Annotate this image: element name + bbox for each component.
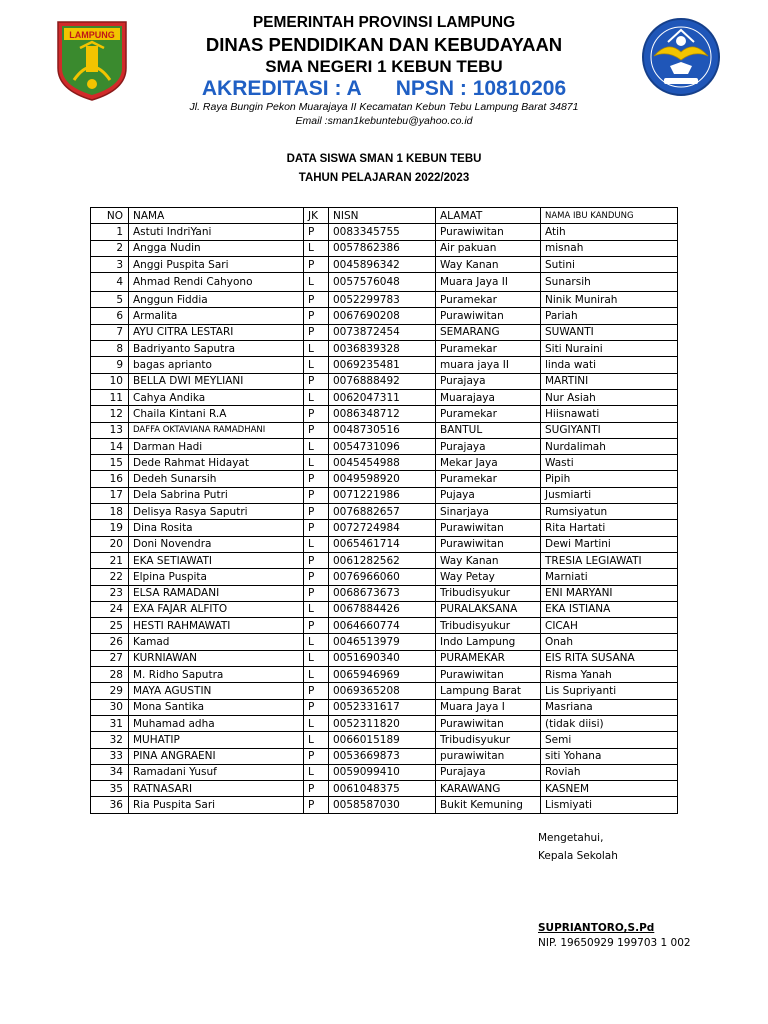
table-row bbox=[91, 357, 678, 373]
cell-jk: P bbox=[304, 748, 329, 764]
cell-nama: Anggun Fiddia bbox=[129, 292, 304, 308]
table-header-row bbox=[91, 208, 678, 224]
cell-nisn: 0045896342 bbox=[329, 256, 436, 272]
cell-alamat: Way Petay bbox=[436, 569, 541, 585]
table-row bbox=[91, 715, 678, 731]
cell-nama-ibu: Sutini bbox=[541, 256, 678, 272]
cell-nisn: 0065946969 bbox=[329, 667, 436, 683]
cell-alamat: Purawiwitan bbox=[436, 715, 541, 731]
signature-acknowledged: Mengetahui, bbox=[538, 832, 604, 844]
cell-no: 15 bbox=[91, 455, 129, 471]
table-row bbox=[91, 781, 678, 797]
cell-jk: L bbox=[304, 389, 329, 405]
cell-nama-ibu: TRESIA LEGIAWATI bbox=[541, 552, 678, 568]
cell-nama-ibu: ENI MARYANI bbox=[541, 585, 678, 601]
cell-nisn: 0071221986 bbox=[329, 487, 436, 503]
school-address: Jl. Raya Bungin Pekon Muarajaya II Kecamatan Kebun Tebu Lampung Barat 34871 bbox=[189, 101, 579, 113]
cell-alamat: KARAWANG bbox=[436, 781, 541, 797]
cell-nisn: 0065461714 bbox=[329, 536, 436, 552]
table-row bbox=[91, 699, 678, 715]
cell-alamat: Tribudisyukur bbox=[436, 585, 541, 601]
cell-nama: Dede Rahmat Hidayat bbox=[129, 455, 304, 471]
cell-alamat: Puramekar bbox=[436, 471, 541, 487]
cell-nama: Ria Puspita Sari bbox=[129, 797, 304, 813]
table-row bbox=[91, 618, 678, 634]
cell-no: 13 bbox=[91, 422, 129, 438]
cell-jk: P bbox=[304, 797, 329, 813]
cell-nama: Elpina Puspita bbox=[129, 569, 304, 585]
table-row bbox=[91, 569, 678, 585]
cell-nisn: 0076882657 bbox=[329, 504, 436, 520]
cell-nama: Kamad bbox=[129, 634, 304, 650]
cell-no: 33 bbox=[91, 748, 129, 764]
cell-nisn: 0048730516 bbox=[329, 422, 436, 438]
cell-alamat: Way Kanan bbox=[436, 552, 541, 568]
cell-nama-ibu: Lis Supriyanti bbox=[541, 683, 678, 699]
table-row bbox=[91, 422, 678, 438]
cell-no: 34 bbox=[91, 764, 129, 780]
cell-nama: Astuti IndriYani bbox=[129, 224, 304, 240]
cell-jk: P bbox=[304, 224, 329, 240]
cell-nama: RATNASARI bbox=[129, 781, 304, 797]
cell-nisn: 0086348712 bbox=[329, 406, 436, 422]
cell-nama: MAYA AGUSTIN bbox=[129, 683, 304, 699]
cell-nama: ELSA RAMADANI bbox=[129, 585, 304, 601]
cell-alamat: muara jaya II bbox=[436, 357, 541, 373]
cell-no: 4 bbox=[91, 273, 129, 292]
cell-nisn: 0061048375 bbox=[329, 781, 436, 797]
cell-alamat: Air pakuan bbox=[436, 240, 541, 256]
cell-jk: P bbox=[304, 683, 329, 699]
header-government: PEMERINTAH PROVINSI LAMPUNG bbox=[252, 14, 516, 31]
cell-nama-ibu: Onah bbox=[541, 634, 678, 650]
cell-nisn: 0076888492 bbox=[329, 373, 436, 389]
cell-nama: Badriyanto Saputra bbox=[129, 341, 304, 357]
accreditation: AKREDITASI : A bbox=[201, 77, 362, 100]
cell-nama: Delisya Rasya Saputri bbox=[129, 504, 304, 520]
table-row bbox=[91, 764, 678, 780]
cell-nisn: 0051690340 bbox=[329, 650, 436, 666]
cell-nama: Dina Rosita bbox=[129, 520, 304, 536]
cell-alamat: Purawiwitan bbox=[436, 520, 541, 536]
cell-alamat: Purawiwitan bbox=[436, 667, 541, 683]
cell-no: 22 bbox=[91, 569, 129, 585]
cell-alamat: Muara Jaya II bbox=[436, 273, 541, 292]
cell-nama: KURNIAWAN bbox=[129, 650, 304, 666]
cell-nisn: 0059099410 bbox=[329, 764, 436, 780]
cell-jk: P bbox=[304, 292, 329, 308]
table-row bbox=[91, 520, 678, 536]
header-no: NO bbox=[91, 208, 129, 224]
cell-nama-ibu: Dewi Martini bbox=[541, 536, 678, 552]
cell-alamat: Tribudisyukur bbox=[436, 618, 541, 634]
cell-nama-ibu: Pipih bbox=[541, 471, 678, 487]
cell-no: 21 bbox=[91, 552, 129, 568]
cell-nama: AYU CITRA LESTARI bbox=[129, 324, 304, 340]
cell-nama-ibu: SUGIYANTI bbox=[541, 422, 678, 438]
cell-jk: P bbox=[304, 585, 329, 601]
cell-jk: L bbox=[304, 732, 329, 748]
cell-jk: P bbox=[304, 373, 329, 389]
cell-nama: Doni Novendra bbox=[129, 536, 304, 552]
cell-alamat: Bukit Kemuning bbox=[436, 797, 541, 813]
cell-no: 7 bbox=[91, 324, 129, 340]
cell-no: 1 bbox=[91, 224, 129, 240]
cell-jk: P bbox=[304, 552, 329, 568]
table-row bbox=[91, 308, 678, 324]
cell-nisn: 0072724984 bbox=[329, 520, 436, 536]
cell-nisn: 0069235481 bbox=[329, 357, 436, 373]
cell-alamat: SEMARANG bbox=[436, 324, 541, 340]
table-row bbox=[91, 341, 678, 357]
table-row bbox=[91, 748, 678, 764]
table-row bbox=[91, 224, 678, 240]
cell-nama-ibu: CICAH bbox=[541, 618, 678, 634]
cell-jk: L bbox=[304, 240, 329, 256]
cell-nama: Chaila Kintani R.A bbox=[129, 406, 304, 422]
cell-nisn: 0052331617 bbox=[329, 699, 436, 715]
header-department: DINAS PENDIDIKAN DAN KEBUDAYAAN bbox=[205, 34, 563, 55]
table-row bbox=[91, 240, 678, 256]
cell-nama-ibu: linda wati bbox=[541, 357, 678, 373]
cell-jk: P bbox=[304, 569, 329, 585]
cell-no: 12 bbox=[91, 406, 129, 422]
cell-alamat: BANTUL bbox=[436, 422, 541, 438]
cell-alamat: Muarajaya bbox=[436, 389, 541, 405]
cell-jk: P bbox=[304, 781, 329, 797]
cell-nama: HESTI RAHMAWATI bbox=[129, 618, 304, 634]
cell-nama: Ahmad Rendi Cahyono bbox=[129, 273, 304, 292]
npsn: NPSN : 10810206 bbox=[395, 77, 567, 100]
cell-nama-ibu: KASNEM bbox=[541, 781, 678, 797]
cell-no: 9 bbox=[91, 357, 129, 373]
cell-nama: EKA SETIAWATI bbox=[129, 552, 304, 568]
cell-nama: MUHATIP bbox=[129, 732, 304, 748]
cell-no: 3 bbox=[91, 256, 129, 272]
cell-alamat: Puramekar bbox=[436, 406, 541, 422]
cell-jk: L bbox=[304, 667, 329, 683]
cell-nama-ibu: (tidak diisi) bbox=[541, 715, 678, 731]
cell-alamat: Tribudisyukur bbox=[436, 732, 541, 748]
table-row bbox=[91, 406, 678, 422]
cell-nama: PINA ANGRAENI bbox=[129, 748, 304, 764]
document-title: DATA SISWA SMAN 1 KEBUN TEBU bbox=[286, 153, 482, 165]
cell-nisn: 0061282562 bbox=[329, 552, 436, 568]
cell-nisn: 0057862386 bbox=[329, 240, 436, 256]
cell-nama-ibu: Pariah bbox=[541, 308, 678, 324]
header-school-name: SMA NEGERI 1 KEBUN TEBU bbox=[265, 57, 503, 76]
cell-no: 25 bbox=[91, 618, 129, 634]
cell-nisn: 0076966060 bbox=[329, 569, 436, 585]
cell-nisn: 0062047311 bbox=[329, 389, 436, 405]
cell-jk: L bbox=[304, 634, 329, 650]
cell-nama-ibu: Jusmiarti bbox=[541, 487, 678, 503]
cell-nama: Armalita bbox=[129, 308, 304, 324]
cell-nama-ibu: Lismiyati bbox=[541, 797, 678, 813]
cell-no: 14 bbox=[91, 438, 129, 454]
table-row bbox=[91, 389, 678, 405]
cell-nisn: 0067690208 bbox=[329, 308, 436, 324]
cell-no: 26 bbox=[91, 634, 129, 650]
cell-jk: P bbox=[304, 256, 329, 272]
cell-jk: L bbox=[304, 650, 329, 666]
cell-alamat: Purajaya bbox=[436, 438, 541, 454]
cell-no: 11 bbox=[91, 389, 129, 405]
signature-name: SUPRIANTORO,S.Pd bbox=[538, 922, 655, 934]
cell-nama: Muhamad adha bbox=[129, 715, 304, 731]
cell-jk: L bbox=[304, 341, 329, 357]
cell-no: 5 bbox=[91, 292, 129, 308]
cell-nama-ibu: Roviah bbox=[541, 764, 678, 780]
cell-jk: P bbox=[304, 471, 329, 487]
cell-nama: Angga Nudin bbox=[129, 240, 304, 256]
cell-nama-ibu: Rumsiyatun bbox=[541, 504, 678, 520]
cell-nisn: 0036839328 bbox=[329, 341, 436, 357]
cell-nama-ibu: Risma Yanah bbox=[541, 667, 678, 683]
table-row bbox=[91, 601, 678, 617]
cell-no: 36 bbox=[91, 797, 129, 813]
cell-nama: Dela Sabrina Putri bbox=[129, 487, 304, 503]
table-row bbox=[91, 438, 678, 454]
cell-no: 17 bbox=[91, 487, 129, 503]
cell-nama-ibu: Nur Asiah bbox=[541, 389, 678, 405]
cell-no: 32 bbox=[91, 732, 129, 748]
cell-nama-ibu: Sunarsih bbox=[541, 273, 678, 292]
table-row bbox=[91, 585, 678, 601]
cell-nisn: 0053669873 bbox=[329, 748, 436, 764]
table-row bbox=[91, 324, 678, 340]
cell-jk: P bbox=[304, 618, 329, 634]
cell-nama: Dedeh Sunarsih bbox=[129, 471, 304, 487]
cell-jk: L bbox=[304, 601, 329, 617]
table-row bbox=[91, 292, 678, 308]
cell-jk: L bbox=[304, 438, 329, 454]
cell-jk: P bbox=[304, 406, 329, 422]
cell-nama-ibu: Nurdalimah bbox=[541, 438, 678, 454]
header-nisn: NISN bbox=[329, 208, 436, 224]
cell-alamat: Purawiwitan bbox=[436, 536, 541, 552]
header-nama-ibu: NAMA IBU KANDUNG bbox=[541, 208, 678, 224]
cell-nama-ibu: EIS RITA SUSANA bbox=[541, 650, 678, 666]
cell-jk: L bbox=[304, 536, 329, 552]
cell-no: 20 bbox=[91, 536, 129, 552]
cell-no: 23 bbox=[91, 585, 129, 601]
cell-nisn: 0049598920 bbox=[329, 471, 436, 487]
cell-jk: P bbox=[304, 324, 329, 340]
cell-no: 16 bbox=[91, 471, 129, 487]
cell-nisn: 0057576048 bbox=[329, 273, 436, 292]
cell-jk: L bbox=[304, 715, 329, 731]
cell-nama: Mona Santika bbox=[129, 699, 304, 715]
table-row bbox=[91, 471, 678, 487]
cell-jk: P bbox=[304, 422, 329, 438]
table-row bbox=[91, 256, 678, 272]
document-subtitle: TAHUN PELAJARAN 2022/2023 bbox=[298, 172, 470, 184]
cell-alamat: Purawiwitan bbox=[436, 308, 541, 324]
cell-nama: BELLA DWI MEYLIANI bbox=[129, 373, 304, 389]
cell-nama-ibu: SUWANTI bbox=[541, 324, 678, 340]
cell-nama: Anggi Puspita Sari bbox=[129, 256, 304, 272]
cell-no: 2 bbox=[91, 240, 129, 256]
table-row bbox=[91, 273, 678, 292]
header-jk: JK bbox=[304, 208, 329, 224]
table-row bbox=[91, 455, 678, 471]
table-row bbox=[91, 667, 678, 683]
cell-nama: EXA FAJAR ALFITO bbox=[129, 601, 304, 617]
cell-nisn: 0073872454 bbox=[329, 324, 436, 340]
cell-nama: DAFFA OKTAVIANA RAMADHANI bbox=[129, 422, 304, 438]
cell-nama-ibu: Hiisnawati bbox=[541, 406, 678, 422]
cell-nama-ibu: Masriana bbox=[541, 699, 678, 715]
table-row bbox=[91, 487, 678, 503]
header-accreditation-line bbox=[0, 77, 768, 101]
cell-alamat: Way Kanan bbox=[436, 256, 541, 272]
cell-nama-ibu: Semi bbox=[541, 732, 678, 748]
cell-alamat: purawiwitan bbox=[436, 748, 541, 764]
cell-nama: bagas aprianto bbox=[129, 357, 304, 373]
cell-nisn: 0066015189 bbox=[329, 732, 436, 748]
cell-jk: P bbox=[304, 699, 329, 715]
cell-no: 29 bbox=[91, 683, 129, 699]
cell-nama-ibu: misnah bbox=[541, 240, 678, 256]
cell-jk: L bbox=[304, 357, 329, 373]
cell-alamat: Puramekar bbox=[436, 341, 541, 357]
signature-role: Kepala Sekolah bbox=[538, 850, 618, 862]
cell-nama-ibu: EKA ISTIANA bbox=[541, 601, 678, 617]
cell-nisn: 0068673673 bbox=[329, 585, 436, 601]
cell-nama: Ramadani Yusuf bbox=[129, 764, 304, 780]
cell-alamat: Lampung Barat bbox=[436, 683, 541, 699]
cell-nama-ibu: Siti Nuraini bbox=[541, 341, 678, 357]
table-row bbox=[91, 634, 678, 650]
cell-nama-ibu: Marniati bbox=[541, 569, 678, 585]
cell-nama: M. Ridho Saputra bbox=[129, 667, 304, 683]
table-row bbox=[91, 683, 678, 699]
cell-alamat: Muara Jaya I bbox=[436, 699, 541, 715]
cell-alamat: Purajaya bbox=[436, 764, 541, 780]
cell-jk: L bbox=[304, 764, 329, 780]
table-row bbox=[91, 797, 678, 813]
cell-no: 24 bbox=[91, 601, 129, 617]
cell-nisn: 0083345755 bbox=[329, 224, 436, 240]
cell-alamat: Indo Lampung bbox=[436, 634, 541, 650]
cell-no: 8 bbox=[91, 341, 129, 357]
cell-nisn: 0058587030 bbox=[329, 797, 436, 813]
cell-alamat: Purajaya bbox=[436, 373, 541, 389]
header-nama: NAMA bbox=[129, 208, 304, 224]
cell-nisn: 0054731096 bbox=[329, 438, 436, 454]
student-table bbox=[90, 207, 678, 814]
cell-no: 6 bbox=[91, 308, 129, 324]
cell-jk: L bbox=[304, 273, 329, 292]
cell-nama-ibu: Rita Hartati bbox=[541, 520, 678, 536]
header-alamat: ALAMAT bbox=[436, 208, 541, 224]
cell-no: 30 bbox=[91, 699, 129, 715]
table-row bbox=[91, 650, 678, 666]
cell-no: 19 bbox=[91, 520, 129, 536]
signature-nip: NIP. 19650929 199703 1 002 bbox=[538, 937, 691, 949]
cell-alamat: Pujaya bbox=[436, 487, 541, 503]
cell-nama: Darman Hadi bbox=[129, 438, 304, 454]
table-row bbox=[91, 373, 678, 389]
cell-nama: Cahya Andika bbox=[129, 389, 304, 405]
cell-nisn: 0069365208 bbox=[329, 683, 436, 699]
cell-no: 18 bbox=[91, 504, 129, 520]
cell-nisn: 0052311820 bbox=[329, 715, 436, 731]
cell-nisn: 0052299783 bbox=[329, 292, 436, 308]
table-row bbox=[91, 732, 678, 748]
cell-nisn: 0067884426 bbox=[329, 601, 436, 617]
cell-jk: P bbox=[304, 504, 329, 520]
cell-alamat: PURALAKSANA bbox=[436, 601, 541, 617]
cell-nama-ibu: MARTINI bbox=[541, 373, 678, 389]
cell-alamat: PURAMEKAR bbox=[436, 650, 541, 666]
cell-jk: P bbox=[304, 520, 329, 536]
cell-nama-ibu: Ninik Munirah bbox=[541, 292, 678, 308]
cell-alamat: Sinarjaya bbox=[436, 504, 541, 520]
school-email: Email :sman1kebuntebu@yahoo.co.id bbox=[295, 115, 473, 127]
cell-jk: L bbox=[304, 455, 329, 471]
cell-jk: P bbox=[304, 308, 329, 324]
cell-no: 10 bbox=[91, 373, 129, 389]
cell-alamat: Puramekar bbox=[436, 292, 541, 308]
table-row bbox=[91, 536, 678, 552]
cell-nama-ibu: Atih bbox=[541, 224, 678, 240]
cell-alamat: Purawiwitan bbox=[436, 224, 541, 240]
table-row bbox=[91, 552, 678, 568]
cell-no: 31 bbox=[91, 715, 129, 731]
table-row bbox=[91, 504, 678, 520]
cell-nama-ibu: siti Yohana bbox=[541, 748, 678, 764]
cell-alamat: Mekar Jaya bbox=[436, 455, 541, 471]
cell-no: 27 bbox=[91, 650, 129, 666]
cell-nisn: 0046513979 bbox=[329, 634, 436, 650]
cell-no: 35 bbox=[91, 781, 129, 797]
cell-nama-ibu: Wasti bbox=[541, 455, 678, 471]
svg-text:LAMPUNG: LAMPUNG bbox=[69, 30, 115, 40]
cell-no: 28 bbox=[91, 667, 129, 683]
cell-nisn: 0045454988 bbox=[329, 455, 436, 471]
cell-jk: P bbox=[304, 487, 329, 503]
cell-nisn: 0064660774 bbox=[329, 618, 436, 634]
